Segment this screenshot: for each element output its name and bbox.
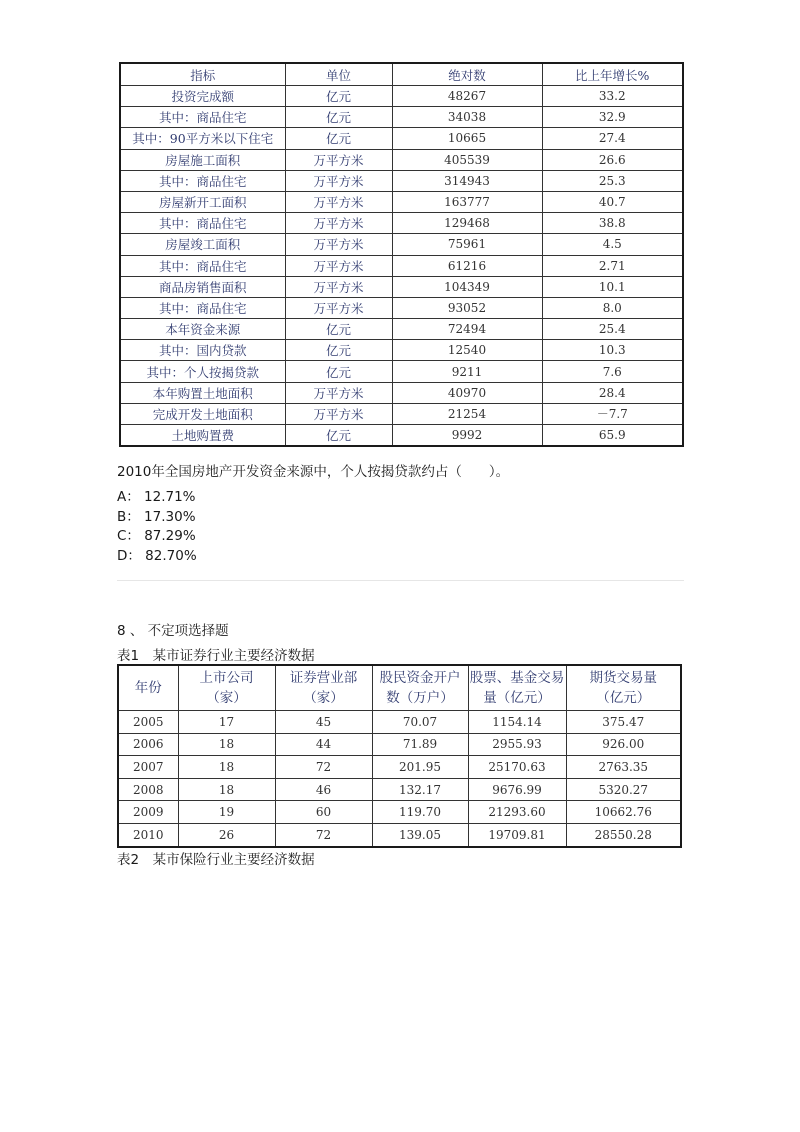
table-cell: 8.0 <box>542 297 683 318</box>
table-row <box>120 107 683 128</box>
table-row <box>118 756 681 779</box>
table-cell: 32.9 <box>542 107 683 128</box>
table-row <box>120 213 683 234</box>
table-cell: 万平方米 <box>285 234 392 255</box>
table-row <box>118 801 681 824</box>
table-cell: 18 <box>178 778 275 801</box>
table-row <box>118 711 681 734</box>
table-row <box>120 149 683 170</box>
table-cell: 7.6 <box>542 361 683 382</box>
table-cell: 本年购置土地面积 <box>120 382 285 403</box>
table-cell: 房屋施工面积 <box>120 149 285 170</box>
header-cell: 期货交易量 （亿元） <box>566 665 681 711</box>
table-cell: 2010 <box>118 823 178 846</box>
header-cell: 证券营业部 （家） <box>275 665 372 711</box>
table-cell: 2955.93 <box>468 733 566 756</box>
table-cell: 12540 <box>392 340 542 361</box>
header-cell: 上市公司 （家） <box>178 665 275 711</box>
table-row <box>118 733 681 756</box>
table-row <box>120 319 683 340</box>
table-cell: 2763.35 <box>566 756 681 779</box>
securities-table-body <box>118 665 681 847</box>
table-cell: 71.89 <box>372 733 468 756</box>
table-row <box>120 234 683 255</box>
header-cell: 单位 <box>285 63 392 86</box>
table-cell: 44 <box>275 733 372 756</box>
table-cell: 61216 <box>392 255 542 276</box>
table-cell: 119.70 <box>372 801 468 824</box>
table-cell: 132.17 <box>372 778 468 801</box>
table-cell: 34038 <box>392 107 542 128</box>
table-cell: 2006 <box>118 733 178 756</box>
table-header-row <box>118 665 681 711</box>
table-cell: 75961 <box>392 234 542 255</box>
table-cell: 21254 <box>392 403 542 424</box>
table-cell: 10.1 <box>542 276 683 297</box>
table-cell: 投资完成额 <box>120 86 285 107</box>
table-cell: 93052 <box>392 297 542 318</box>
table-cell: 其中：商品住宅 <box>120 255 285 276</box>
table-cell: 9992 <box>392 425 542 447</box>
table-cell: 70.07 <box>372 711 468 734</box>
table-cell: 万平方米 <box>285 297 392 318</box>
table-cell: 314943 <box>392 170 542 191</box>
table-row <box>120 86 683 107</box>
table-cell: 亿元 <box>285 361 392 382</box>
table-row <box>120 276 683 297</box>
section-title: 8 、 不定项选择题 <box>117 623 229 639</box>
table-row <box>120 403 683 424</box>
table-cell: 129468 <box>392 213 542 234</box>
table-row <box>120 255 683 276</box>
table-row <box>118 823 681 846</box>
table-cell: 其中：商品住宅 <box>120 107 285 128</box>
table-cell: 26 <box>178 823 275 846</box>
table-cell: 201.95 <box>372 756 468 779</box>
table2-caption: 表2 某市保险行业主要经济数据 <box>117 852 315 868</box>
table-row <box>120 361 683 382</box>
table-cell: 48267 <box>392 86 542 107</box>
table-cell: 139.05 <box>372 823 468 846</box>
header-cell: 指标 <box>120 63 285 86</box>
table-cell: 商品房销售面积 <box>120 276 285 297</box>
table-cell: －7.7 <box>542 403 683 424</box>
table-cell: 40970 <box>392 382 542 403</box>
table-cell: 完成开发土地面积 <box>120 403 285 424</box>
table-cell: 1154.14 <box>468 711 566 734</box>
table-cell: 本年资金来源 <box>120 319 285 340</box>
table-cell: 亿元 <box>285 107 392 128</box>
table-row <box>120 128 683 149</box>
table-cell: 万平方米 <box>285 149 392 170</box>
table-cell: 亿元 <box>285 319 392 340</box>
table-cell: 17 <box>178 711 275 734</box>
table-cell: 65.9 <box>542 425 683 447</box>
table-cell: 25.4 <box>542 319 683 340</box>
table-cell: 25.3 <box>542 170 683 191</box>
table-row <box>120 340 683 361</box>
table-cell: 27.4 <box>542 128 683 149</box>
table-cell: 28.4 <box>542 382 683 403</box>
real-estate-table <box>119 62 684 447</box>
table-cell: 72 <box>275 823 372 846</box>
table-cell: 2.71 <box>542 255 683 276</box>
table-cell: 10.3 <box>542 340 683 361</box>
table-cell: 18 <box>178 733 275 756</box>
divider <box>117 580 684 581</box>
table-cell: 亿元 <box>285 340 392 361</box>
table-cell: 33.2 <box>542 86 683 107</box>
table-cell: 2007 <box>118 756 178 779</box>
table-cell: 72 <box>275 756 372 779</box>
header-cell: 年份 <box>118 665 178 711</box>
table-cell: 104349 <box>392 276 542 297</box>
table-cell: 万平方米 <box>285 403 392 424</box>
table-cell: 10662.76 <box>566 801 681 824</box>
table-cell: 其中：商品住宅 <box>120 213 285 234</box>
table-cell: 19709.81 <box>468 823 566 846</box>
table-cell: 其中：个人按揭贷款 <box>120 361 285 382</box>
table-cell: 38.8 <box>542 213 683 234</box>
table-cell: 21293.60 <box>468 801 566 824</box>
header-cell: 股票、基金交易 量（亿元） <box>468 665 566 711</box>
table-cell: 万平方米 <box>285 170 392 191</box>
table-cell: 9676.99 <box>468 778 566 801</box>
table-cell: 4.5 <box>542 234 683 255</box>
table-cell: 5320.27 <box>566 778 681 801</box>
table-cell: 万平方米 <box>285 276 392 297</box>
table-cell: 9211 <box>392 361 542 382</box>
table-cell: 19 <box>178 801 275 824</box>
table-cell: 其中：商品住宅 <box>120 297 285 318</box>
table-cell: 其中：90平方米以下住宅 <box>120 128 285 149</box>
table-cell: 375.47 <box>566 711 681 734</box>
table-cell: 25170.63 <box>468 756 566 779</box>
option-b[interactable]: B： 17.30% <box>117 509 196 525</box>
table-cell: 万平方米 <box>285 191 392 212</box>
table-cell: 其中：商品住宅 <box>120 170 285 191</box>
option-a[interactable]: A： 12.71% <box>117 489 196 505</box>
table-cell: 40.7 <box>542 191 683 212</box>
table-cell: 10665 <box>392 128 542 149</box>
table-row <box>120 382 683 403</box>
table-cell: 万平方米 <box>285 382 392 403</box>
header-cell: 绝对数 <box>392 63 542 86</box>
table-cell: 亿元 <box>285 128 392 149</box>
table-row <box>120 191 683 212</box>
table-cell: 2009 <box>118 801 178 824</box>
table-row <box>120 297 683 318</box>
table-cell: 163777 <box>392 191 542 212</box>
table-row <box>120 170 683 191</box>
real-estate-table-body <box>120 63 683 446</box>
header-cell: 比上年增长% <box>542 63 683 86</box>
table-cell: 亿元 <box>285 425 392 447</box>
table-cell: 房屋新开工面积 <box>120 191 285 212</box>
table-row <box>120 425 683 447</box>
table-cell: 2008 <box>118 778 178 801</box>
table-cell: 26.6 <box>542 149 683 170</box>
table-cell: 45 <box>275 711 372 734</box>
table-cell: 其中：国内贷款 <box>120 340 285 361</box>
table-row <box>118 778 681 801</box>
table-cell: 46 <box>275 778 372 801</box>
table-cell: 405539 <box>392 149 542 170</box>
header-cell: 股民资金开户 数（万户） <box>372 665 468 711</box>
option-d[interactable]: D： 82.70% <box>117 548 197 564</box>
table-cell: 28550.28 <box>566 823 681 846</box>
table-cell: 亿元 <box>285 86 392 107</box>
table-cell: 2005 <box>118 711 178 734</box>
table-cell: 土地购置费 <box>120 425 285 447</box>
option-c[interactable]: C： 87.29% <box>117 528 196 544</box>
table-cell: 926.00 <box>566 733 681 756</box>
table-cell: 房屋竣工面积 <box>120 234 285 255</box>
table-cell: 72494 <box>392 319 542 340</box>
table-cell: 万平方米 <box>285 213 392 234</box>
securities-table <box>117 664 682 848</box>
table-cell: 60 <box>275 801 372 824</box>
table-cell: 万平方米 <box>285 255 392 276</box>
table-header-row <box>120 63 683 86</box>
table-cell: 18 <box>178 756 275 779</box>
question-stem: 2010年全国房地产开发资金来源中，个人按揭贷款约占（ ）。 <box>117 464 510 480</box>
table1-caption: 表1 某市证券行业主要经济数据 <box>117 648 315 664</box>
